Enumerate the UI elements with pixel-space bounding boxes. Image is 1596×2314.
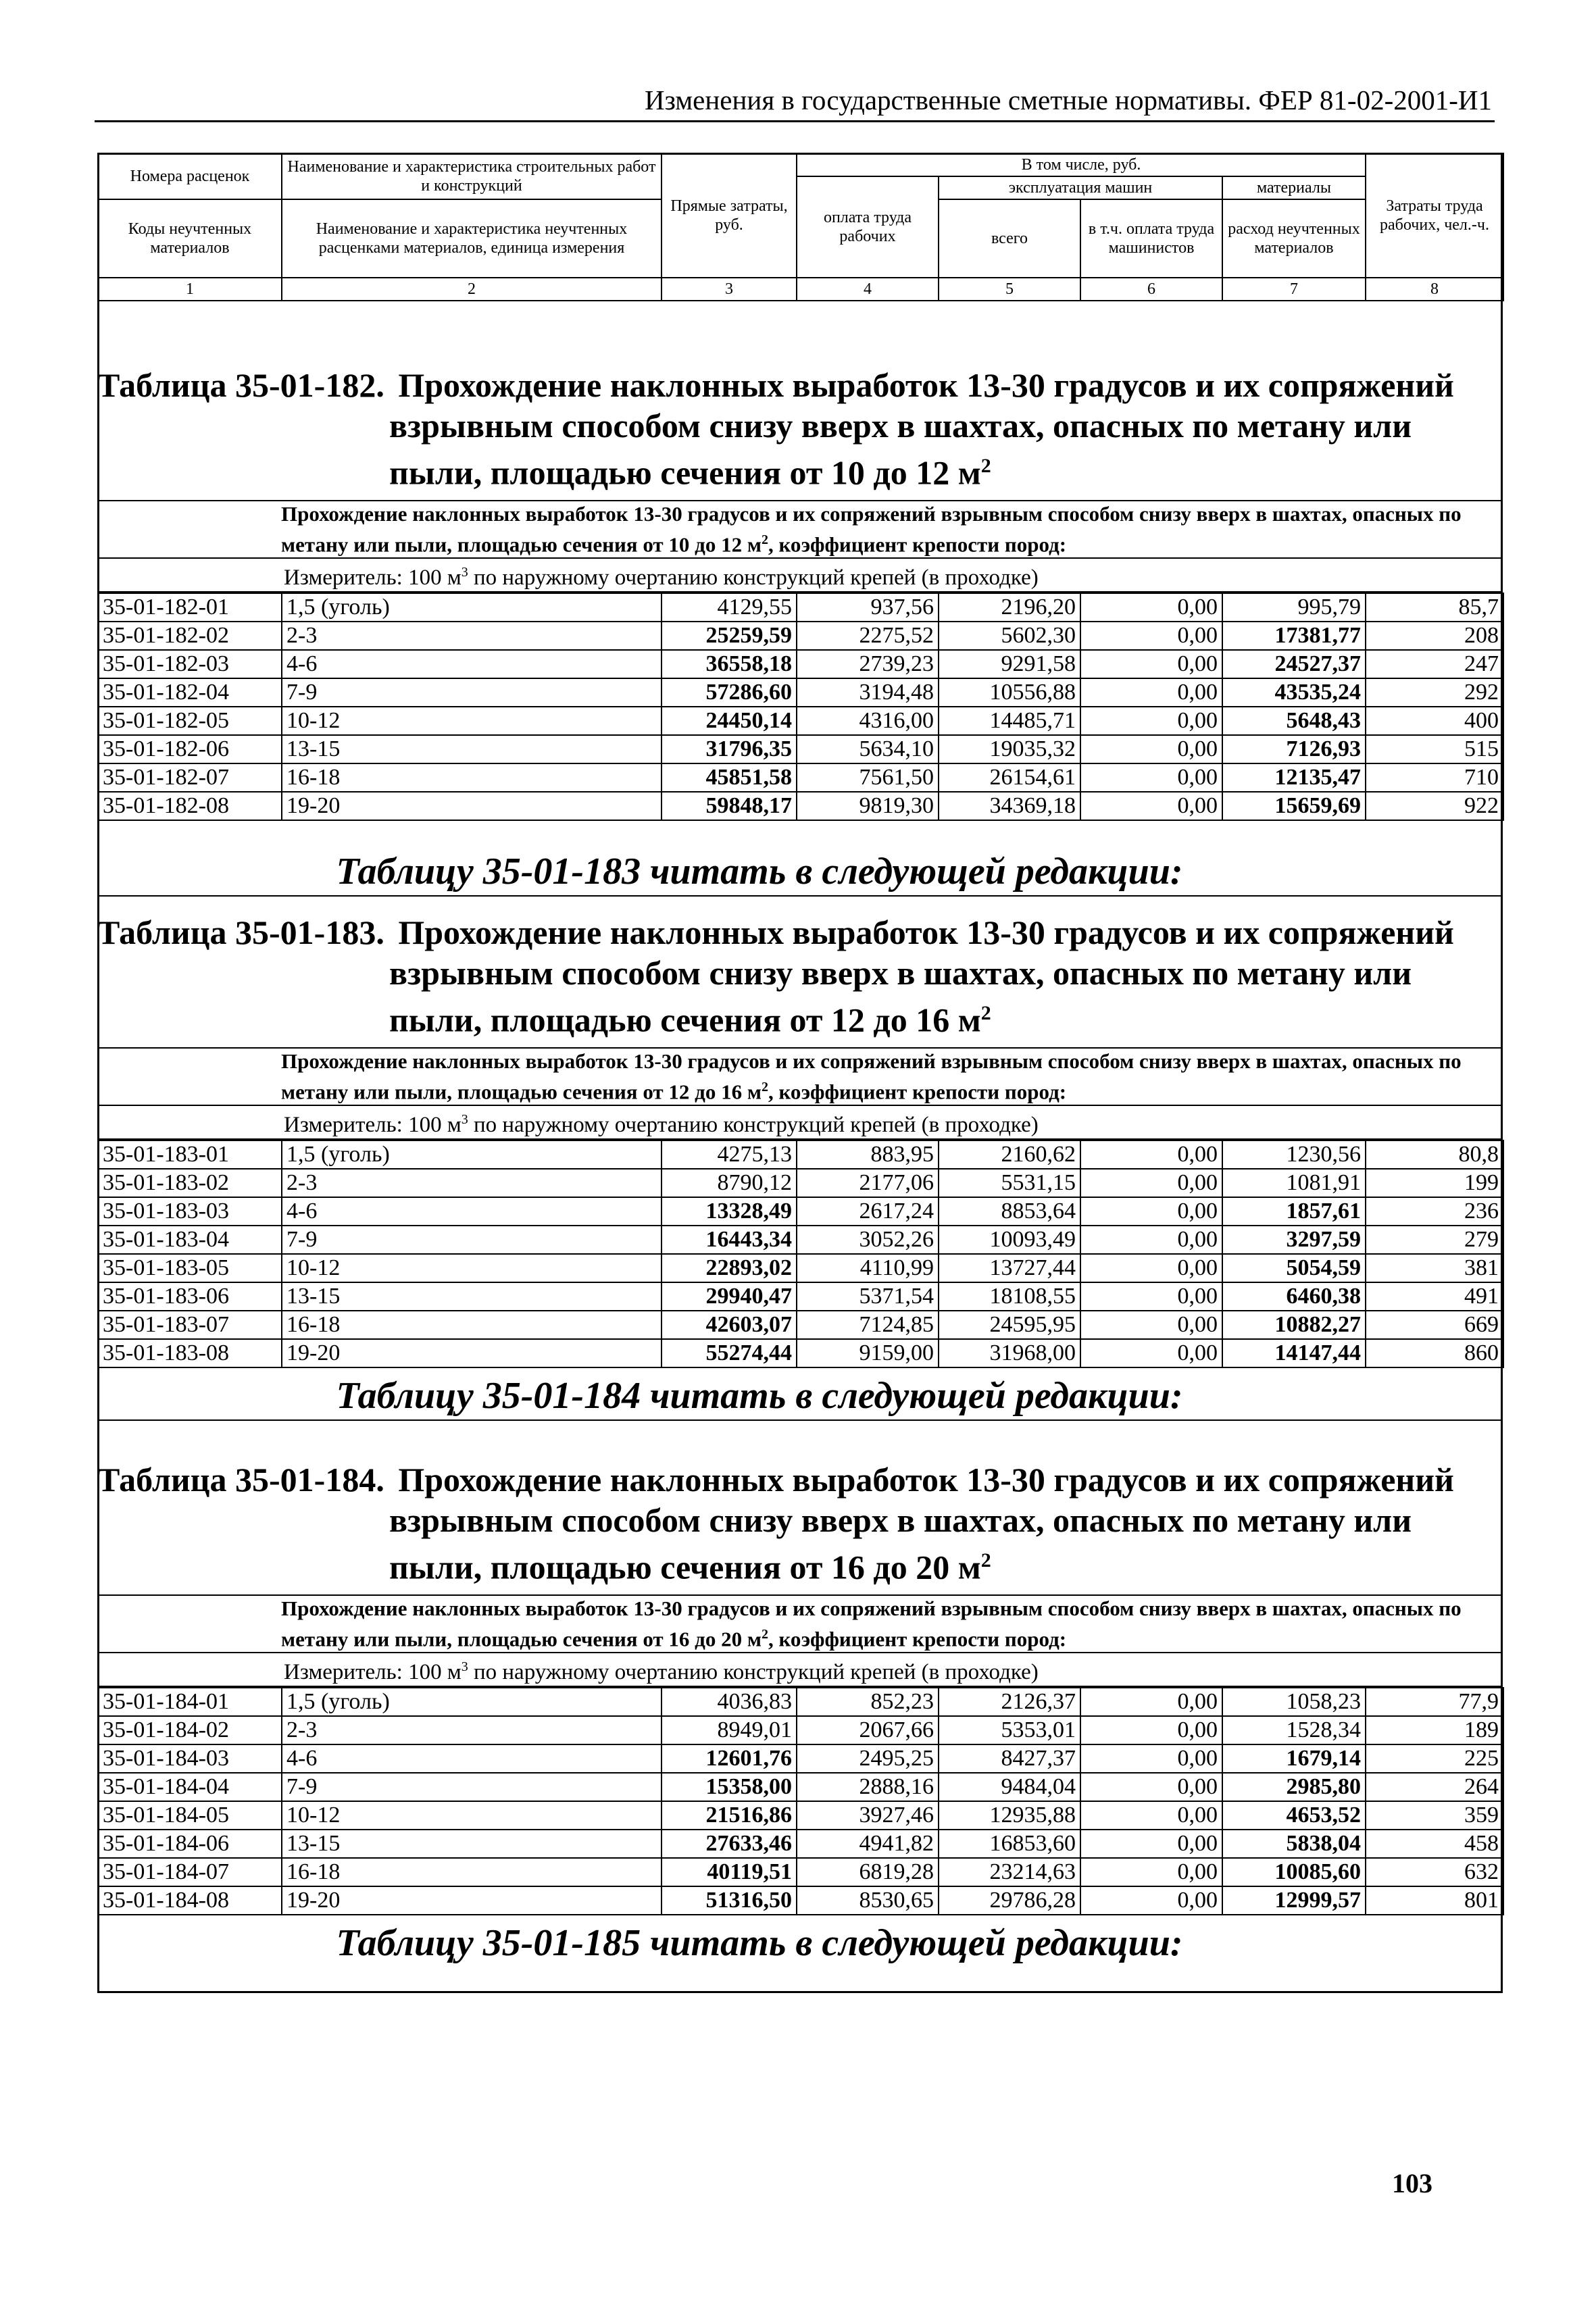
table-title-prefix: Таблица 35-01-184. bbox=[97, 1461, 384, 1499]
table-row: 35-01-182-07 16-18 45851,58 7561,50 26154,61 0,00 12135,47 710 bbox=[98, 763, 1503, 792]
table-row: 35-01-182-08 19-20 59848,17 9819,30 34369,18 0,00 15659,69 922 bbox=[98, 792, 1503, 820]
col-header-machines: эксплуатация машин bbox=[939, 176, 1222, 199]
table-row: 35-01-183-08 19-20 55274,44 9159,00 31968,00 0,00 14147,44 860 bbox=[98, 1339, 1503, 1367]
table-row: 35-01-183-05 10-12 22893,02 4110,99 13727,44 0,00 5054,59 381 bbox=[98, 1254, 1503, 1282]
col-header-work-name: Наименование и характеристика строительных работ и конструкций bbox=[282, 153, 662, 199]
measure-unit-row: Измеритель: 100 $м^3$ по наружному очертанию конструкций крепей (в проходке) bbox=[97, 1652, 1503, 1687]
table-row: 35-01-184-06 13-15 27633,46 4941,82 16853,60 0,00 5838,04 458 bbox=[98, 1830, 1503, 1858]
table-title-line: пыли, площадью сечения от 12 до 16 $м^2$ bbox=[389, 1001, 991, 1039]
table-title-prefix: Таблица 35-01-182. bbox=[97, 366, 384, 404]
table-row: 35-01-182-01 1,5 (уголь) 4129,55 937,56 2196,20 0,00 995,79 85,7 bbox=[98, 593, 1503, 622]
table-title-line: пыли, площадью сечения от 10 до 12 $м^2$ bbox=[389, 453, 991, 492]
table-title bbox=[97, 1459, 1503, 1588]
rate-table-section bbox=[97, 912, 1503, 1421]
table-title bbox=[97, 912, 1503, 1040]
column-header-table bbox=[97, 153, 1504, 301]
col-header-labor-costs: Затраты труда рабочих, чел.-ч. bbox=[1366, 153, 1503, 278]
table-title-line: Прохождение наклонных выработок 13-30 градусов и их сопряжений bbox=[398, 1461, 1454, 1499]
table-description: Прохождение наклонных выработок 13-30 градусов и их сопряжений взрывным способом снизу вверх в шахтах, опасных по метану или пыли, площадью сечения от 16 до 20 $м^2$, коэффициент крепости пород: bbox=[97, 1594, 1503, 1652]
table-description: Прохождение наклонных выработок 13-30 градусов и их сопряжений взрывным способом снизу вверх в шахтах, опасных по метану или пыли, площадью сечения от 10 до 12 $м^2$, коэффициент крепости пород: bbox=[97, 500, 1503, 557]
col-number: 2 bbox=[282, 278, 662, 301]
col-header-material-codes: Коды неучтенных материалов bbox=[98, 199, 282, 278]
table-row: 35-01-182-06 13-15 31796,35 5634,10 19035,32 0,00 7126,93 515 bbox=[98, 735, 1503, 763]
page-number: 103 bbox=[1392, 2168, 1432, 2198]
read-next-note: Таблицу 35-01-184 читать в следующей редакции: bbox=[97, 1368, 1503, 1421]
table-row: 35-01-183-03 4-6 13328,49 2617,24 8853,64 0,00 1857,61 236 bbox=[98, 1197, 1503, 1226]
col-header-direct-costs: Прямые затраты, руб. bbox=[662, 153, 797, 278]
col-number: 8 bbox=[1366, 278, 1503, 301]
page-header: Изменения в государственные сметные нормативы. ФЕР 81-02-2001-И1 bbox=[644, 84, 1492, 116]
col-number: 7 bbox=[1222, 278, 1366, 301]
read-next-note: Таблицу 35-01-183 читать в следующей редакции: bbox=[97, 821, 1503, 897]
table-title-line: Прохождение наклонных выработок 13-30 градусов и их сопряжений bbox=[398, 913, 1454, 951]
table-row: 35-01-184-02 2-3 8949,01 2067,66 5353,01 0,00 1528,34 189 bbox=[98, 1716, 1503, 1744]
table-row: 35-01-182-03 4-6 36558,18 2739,23 9291,58 0,00 24527,37 247 bbox=[98, 650, 1503, 678]
table-row: 35-01-184-07 16-18 40119,51 6819,28 23214,63 0,00 10085,60 632 bbox=[98, 1858, 1503, 1886]
header-rule bbox=[95, 120, 1495, 122]
table-row: 35-01-184-03 4-6 12601,76 2495,25 8427,37 0,00 1679,14 225 bbox=[98, 1744, 1503, 1773]
col-number: 1 bbox=[98, 278, 282, 301]
table-title-line: пыли, площадью сечения от 16 до 20 $м^2$ bbox=[389, 1548, 991, 1586]
table-title-line: взрывным способом снизу вверх в шахтах, опасных по метану или bbox=[389, 407, 1412, 445]
rate-table-section bbox=[97, 365, 1503, 897]
table-title bbox=[97, 365, 1503, 493]
table-row: 35-01-183-02 2-3 8790,12 2177,06 5531,15 0,00 1081,91 199 bbox=[98, 1169, 1503, 1197]
table-row: 35-01-184-01 1,5 (уголь) 4036,83 852,23 2126,37 0,00 1058,23 77,9 bbox=[98, 1688, 1503, 1716]
col-header-machines-total: всего bbox=[939, 199, 1080, 278]
table-row: 35-01-182-04 7-9 57286,60 3194,48 10556,88 0,00 43535,24 292 bbox=[98, 678, 1503, 707]
table-row: 35-01-182-02 2-3 25259,59 2275,52 5602,30 0,00 17381,77 208 bbox=[98, 622, 1503, 650]
table-row: 35-01-184-04 7-9 15358,00 2888,16 9484,04 0,00 2985,80 264 bbox=[98, 1773, 1503, 1801]
table-row: 35-01-183-07 16-18 42603,07 7124,85 24595,95 0,00 10882,27 669 bbox=[98, 1311, 1503, 1339]
table-row: 35-01-182-05 10-12 24450,14 4316,00 14485,71 0,00 5648,43 400 bbox=[98, 707, 1503, 735]
table-row: 35-01-184-08 19-20 51316,50 8530,65 29786,28 0,00 12999,57 801 bbox=[98, 1886, 1503, 1915]
col-header-materials: материалы bbox=[1222, 176, 1366, 199]
table-title-line: Прохождение наклонных выработок 13-30 градусов и их сопряжений bbox=[398, 366, 1454, 404]
col-header-including: В том числе, руб. bbox=[797, 153, 1366, 176]
rates-table bbox=[97, 593, 1504, 821]
col-number: 4 bbox=[797, 278, 939, 301]
read-next-note: Таблицу 35-01-185 читать в следующей редакции: bbox=[336, 1921, 1183, 1964]
table-title-line: взрывным способом снизу вверх в шахтах, опасных по метану или bbox=[389, 1501, 1412, 1539]
table-title-prefix: Таблица 35-01-183. bbox=[97, 913, 384, 951]
measure-unit-row: Измеритель: 100 $м^3$ по наружному очертанию конструкций крепей (в проходке) bbox=[97, 557, 1503, 593]
table-row: 35-01-184-05 10-12 21516,86 3927,46 12935,88 0,00 4653,52 359 bbox=[98, 1801, 1503, 1830]
col-header-workers-wages: оплата труда рабочих bbox=[797, 176, 939, 278]
table-title-line: взрывным способом снизу вверх в шахтах, опасных по метану или bbox=[389, 954, 1412, 992]
col-number: 6 bbox=[1080, 278, 1222, 301]
col-header-material-consumption: расход неучтенных материалов bbox=[1222, 199, 1366, 278]
rate-table-section bbox=[97, 1459, 1503, 1967]
col-header-rate-number: Номера расценок bbox=[98, 153, 282, 199]
table-description: Прохождение наклонных выработок 13-30 градусов и их сопряжений взрывным способом снизу вверх в шахтах, опасных по метану или пыли, площадью сечения от 12 до 16 $м^2$, коэффициент крепости пород: bbox=[97, 1047, 1503, 1105]
rates-table bbox=[97, 1687, 1504, 1915]
col-number: 5 bbox=[939, 278, 1080, 301]
table-row: 35-01-183-06 13-15 29940,47 5371,54 18108,55 0,00 6460,38 491 bbox=[98, 1282, 1503, 1311]
table-row: 35-01-183-01 1,5 (уголь) 4275,13 883,95 2160,62 0,00 1230,56 80,8 bbox=[98, 1140, 1503, 1169]
table-row: 35-01-183-04 7-9 16443,34 3052,26 10093,49 0,00 3297,59 279 bbox=[98, 1226, 1503, 1254]
col-header-material-names: Наименование и характеристика неучтенных расценками материалов, единица измерения bbox=[282, 199, 662, 278]
rates-table bbox=[97, 1140, 1504, 1368]
col-header-machinists-wages: в т.ч. оплата труда машинистов bbox=[1080, 199, 1222, 278]
col-number: 3 bbox=[662, 278, 797, 301]
measure-unit-row: Измеритель: 100 $м^3$ по наружному очертанию конструкций крепей (в проходке) bbox=[97, 1105, 1503, 1140]
